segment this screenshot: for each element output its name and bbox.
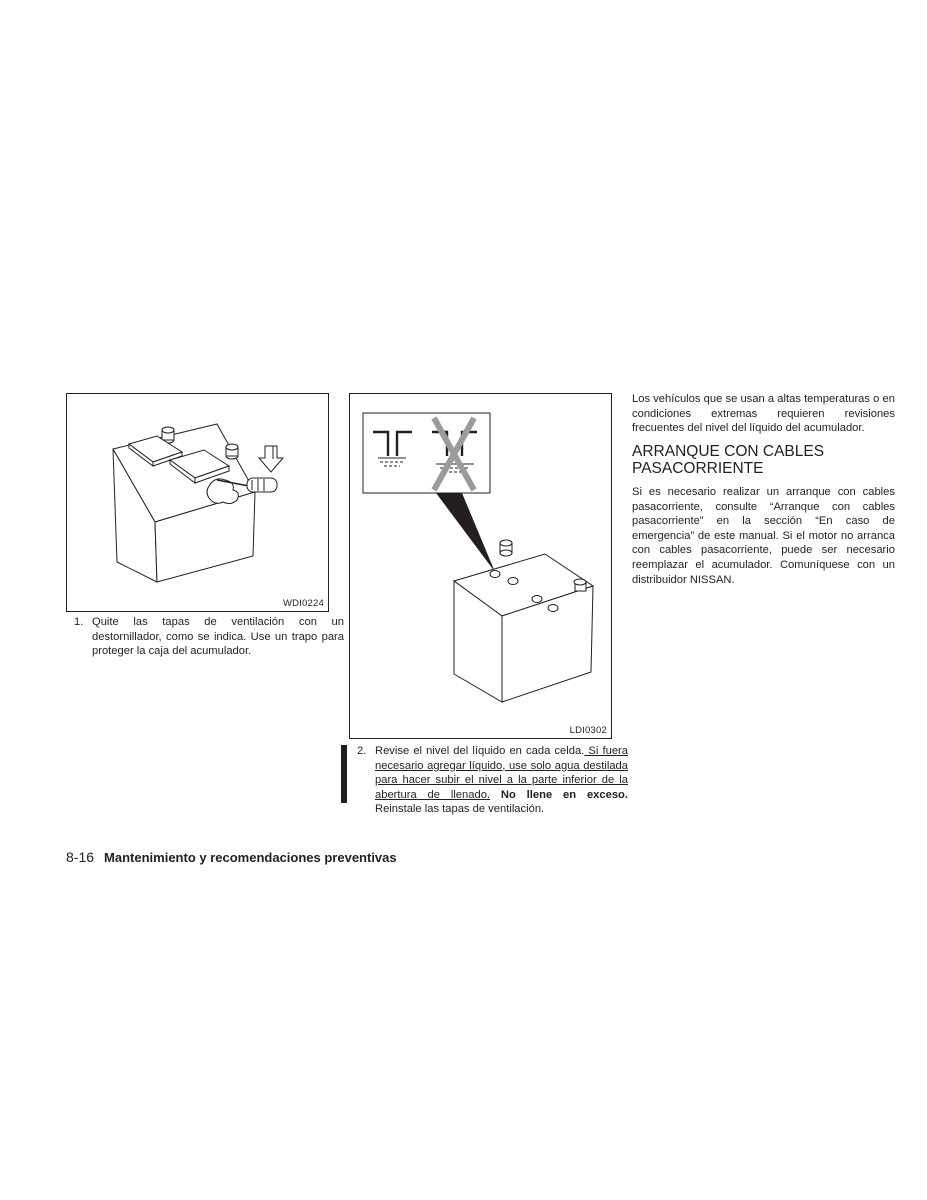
section-heading — [632, 443, 895, 477]
intro-paragraph: Los vehículos que se usan a altas temperaturas o en condiciones extremas requieren revisiones frecuentes del nivel del líquido del acumulador. — [632, 393, 895, 435]
step-2-underlined: Si fuera necesario agregar líquido, use solo agua destilada para hacer subir el nivel a la parte inferior de la abertura de llenado. — [375, 745, 629, 801]
page-number: 8-16 — [66, 849, 95, 865]
step-2-warning: No llene en exceso. — [490, 788, 628, 801]
step-1 — [74, 615, 344, 659]
section-heading-line2: PASACORRIENTE — [632, 460, 764, 477]
step-1-text: Quite las tapas de ventilación con un destornillador, como se indica. Use un trapo para proteger la caja del acumulador. — [92, 616, 344, 658]
step-1-number: 1. — [74, 616, 84, 628]
step-2-end: Reinstale las tapas de ventilación. — [375, 803, 545, 816]
figure-code: WDI0224 — [282, 598, 324, 609]
battery-fluid-level-illustration — [350, 394, 611, 738]
figure-fluid-level — [349, 393, 612, 739]
figure-battery-vent-caps — [66, 393, 329, 612]
revision-bar — [341, 745, 347, 803]
figure-code: LDI0302 — [569, 725, 607, 736]
section-body: Si es necesario realizar un arranque con cables pasacorriente, consulte “Arranque con cables pasacorriente” en la sección “En caso de emergencia” de este manual. Si el motor no arranca con cables pasacorriente, puede ser necesario reemplazar el acumulador. Comuníquese con un distribuidor NISSAN. — [632, 486, 895, 586]
step-2 — [357, 744, 628, 817]
footer-section-title: Mantenimiento y recomendaciones preventivas — [104, 850, 397, 865]
step-2-text: Revise el nivel del líquido en cada celda. — [375, 745, 585, 757]
page-footer — [66, 849, 397, 865]
step-2-number: 2. — [357, 745, 367, 757]
section-heading-line1: ARRANQUE CON CABLES — [632, 443, 825, 460]
battery-screwdriver-illustration — [67, 394, 328, 611]
